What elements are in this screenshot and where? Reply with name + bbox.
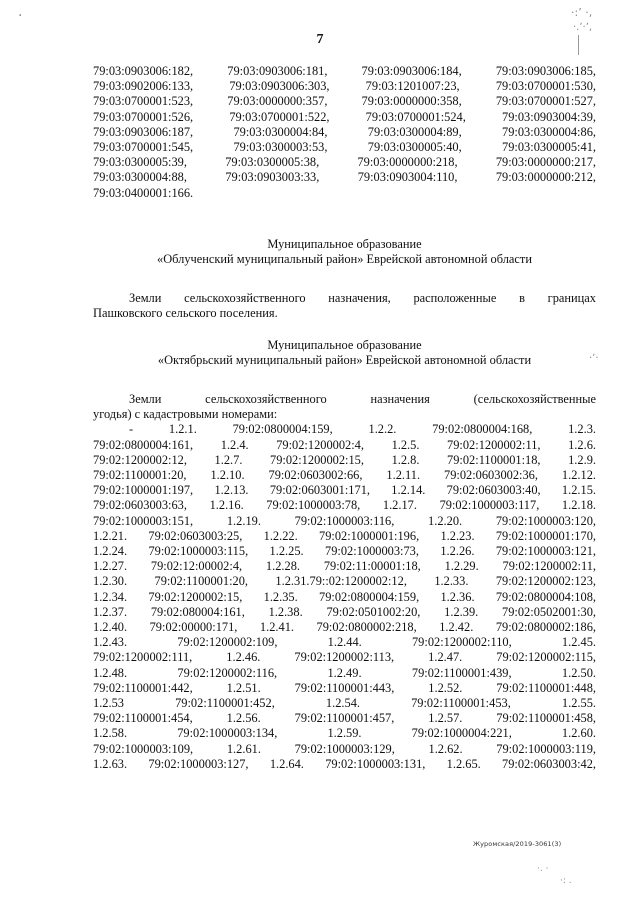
text-line: 79:03:0903006:182, 79:03:0903006:181, 79:03:0903006:184, 79:03:0903006:185, xyxy=(93,64,596,78)
text-line: 79:03:0902006:133, 79:03:0903006:303, 79:03:1201007:23, 79:03:0700001:530, xyxy=(93,79,596,94)
text-line: 1.2.30. 79:02:1100001:20, 1.2.31.79::02:1200002:12, 1.2.33. 79:02:1200002:123, xyxy=(93,574,596,589)
heading-line: «Октябрьский муниципальный район» Еврейской автономной области xyxy=(157,353,532,368)
text-line: Земли сельскохозяйственного назначения, расположенные в границах xyxy=(129,291,596,305)
text-line: 79:02:1000003:109, 1.2.61. 79:02:1000003:129, 1.2.62. 79:02:1000003:119, xyxy=(93,741,596,756)
heading-line: «Облученский муниципальный район» Еврейской автономной области xyxy=(157,252,532,267)
text-line: 79:03:0700001:545, 79:03:0300003:53, 79:03:0300005:40, 79:03:0300005:41, xyxy=(93,140,596,155)
text-line: 1.2.27. 79:02:12:00002:4, 1.2.28. 79:02:11:00001:18, 1.2.29. 79:02:1200002:11, xyxy=(93,559,596,574)
text-line: 79:02:1100001:20, 1.2.10. 79:02:0603002:66, 1.2.11. 79:02:0603002:36, 1.2.12. xyxy=(93,468,596,483)
text-line: 79:02:1000003:151, 1.2.19. 79:02:1000003:116, 1.2.20. 79:02:1000003:120, xyxy=(93,513,596,528)
text-line: 1.2.43. 79:02:1200002:109, 1.2.44. 79:02:1200002:110, 1.2.45. xyxy=(93,635,596,650)
section-heading-obluchensky xyxy=(93,237,596,267)
text-line: 79:03:0400001:166. xyxy=(93,185,194,200)
section-heading-oktyabrsky xyxy=(93,338,596,368)
text-line: 79:02:1100001:442, 1.2.51. 79:02:1100001:443, 1.2.52. 79:02:1100001:448, xyxy=(93,680,596,695)
scan-artifact: ·ʼ· xyxy=(589,353,599,364)
text-line: 1.2.48. 79:02:1200002:116, 1.2.49. 79:02:1100001:439, 1.2.50. xyxy=(93,665,596,680)
page-number: 7 xyxy=(316,32,324,47)
text-line: 79:02:1000001:197, 1.2.13. 79:02:0603001:171, 1.2.14. 79:02:0603003:40, 1.2.15. xyxy=(93,483,596,498)
text-line: 79:03:0300005:39, 79:03:0300005:38, 79:03:0000000:218, 79:03:0000000:217, xyxy=(93,155,596,170)
text-line: 79:03:0700001:526, 79:03:0700001:522, 79:03:0700001:524, 79:03:0903004:39, xyxy=(93,109,596,124)
text-line: 1.2.34. 79:02:1200002:15, 1.2.35. 79:02:0800004:159, 1.2.36. 79:02:0800004:108, xyxy=(93,589,596,604)
text-line: 1.2.53 79:02:1100001:452, 1.2.54. 79:02:1100001:453, 1.2.55. xyxy=(93,696,596,711)
text-line: Пашковского сельского поселения. xyxy=(93,306,278,321)
heading-line: Муниципальное образование xyxy=(267,338,422,352)
text-line: 1.2.24. 79:02:1000003:115, 1.2.25. 79:02:1000003:73, 1.2.26. 79:02:1000003:121, xyxy=(93,544,596,559)
text-line: 79:02:1200002:12, 1.2.7. 79:02:1200002:15, 1.2.8. 79:02:1100001:18, 1.2.9. xyxy=(93,452,596,467)
text-line: 1.2.37. 79:02:080004:161, 1.2.38. 79:02:0501002:20, 1.2.39. 79:02:0502001:30, xyxy=(93,604,596,619)
text-line: 79:02:1100001:454, 1.2.56. 79:02:1100001:457, 1.2.57. 79:02:1100001:458, xyxy=(93,711,596,726)
scan-artifact: ·.ʼ·ʼ, xyxy=(573,22,593,33)
text-line: 1.2.58. 79:02:1000003:134, 1.2.59. 79:02:1000004:221, 1.2.60. xyxy=(93,726,596,741)
obluchensky-lands-paragraph xyxy=(93,291,596,321)
text-line: 79:02:0800004:161, 1.2.4. 79:02:1200002:4, 1.2.5. 79:02:1200002:11, 1.2.6. xyxy=(93,437,596,452)
scan-artifact: ·. · xyxy=(537,864,549,874)
text-line: - 1.2.1. 79:02:0800004:159, 1.2.2. 79:02:0800004:168, 1.2.3. xyxy=(129,422,596,437)
cadastral-list-continued xyxy=(93,64,596,201)
scan-artifact: ·: . xyxy=(560,876,572,886)
document-registration-stamp: Журомская/2019-3061(3) xyxy=(473,840,562,848)
text-line: 79:02:0603003:63, 1.2.16. 79:02:1000003:78, 1.2.17. 79:02:1000003:117, 1.2.18. xyxy=(93,498,596,513)
text-line: 1.2.63. 79:02:1000003:127, 1.2.64. 79:02:1000003:131, 1.2.65. 79:02:0603003:42, xyxy=(93,756,596,771)
scan-artifact: · xyxy=(18,8,23,24)
text-line: 79:03:0300004:88, 79:03:0903003:33, 79:03:0903004:110, 79:03:0000000:212, xyxy=(93,170,596,185)
text-line: 1.2.40. 79:02:00000:171, 1.2.41. 79:02:0800002:218, 1.2.42. 79:02:0800002:186, xyxy=(93,620,596,635)
scan-artifact: ·:ʼ ·, xyxy=(571,6,593,19)
text-line: 79:02:1200002:111, 1.2.46. 79:02:1200002:113, 1.2.47. 79:02:1200002:115, xyxy=(93,650,596,665)
text-line: Земли сельскохозяйственного назначения (сельскохозяйственные xyxy=(129,392,596,406)
heading-line: Муниципальное образование xyxy=(267,237,422,251)
oktyabrsky-cadastral-list xyxy=(93,392,596,772)
text-line: 1.2.21. 79:02:0603003:25, 1.2.22. 79:02:1000001:196, 1.2.23. 79:02:1000001:170, xyxy=(93,528,596,543)
text-line: угодья) с кадастровыми номерами: xyxy=(93,407,278,422)
text-line: 79:03:0700001:523, 79:03:0000000:357, 79:03:0000000:358, 79:03:0700001:527, xyxy=(93,94,596,109)
text-line: 79:03:0903006:187, 79:03:0300004:84, 79:03:0300004:89, 79:03:0300004:86, xyxy=(93,124,596,139)
